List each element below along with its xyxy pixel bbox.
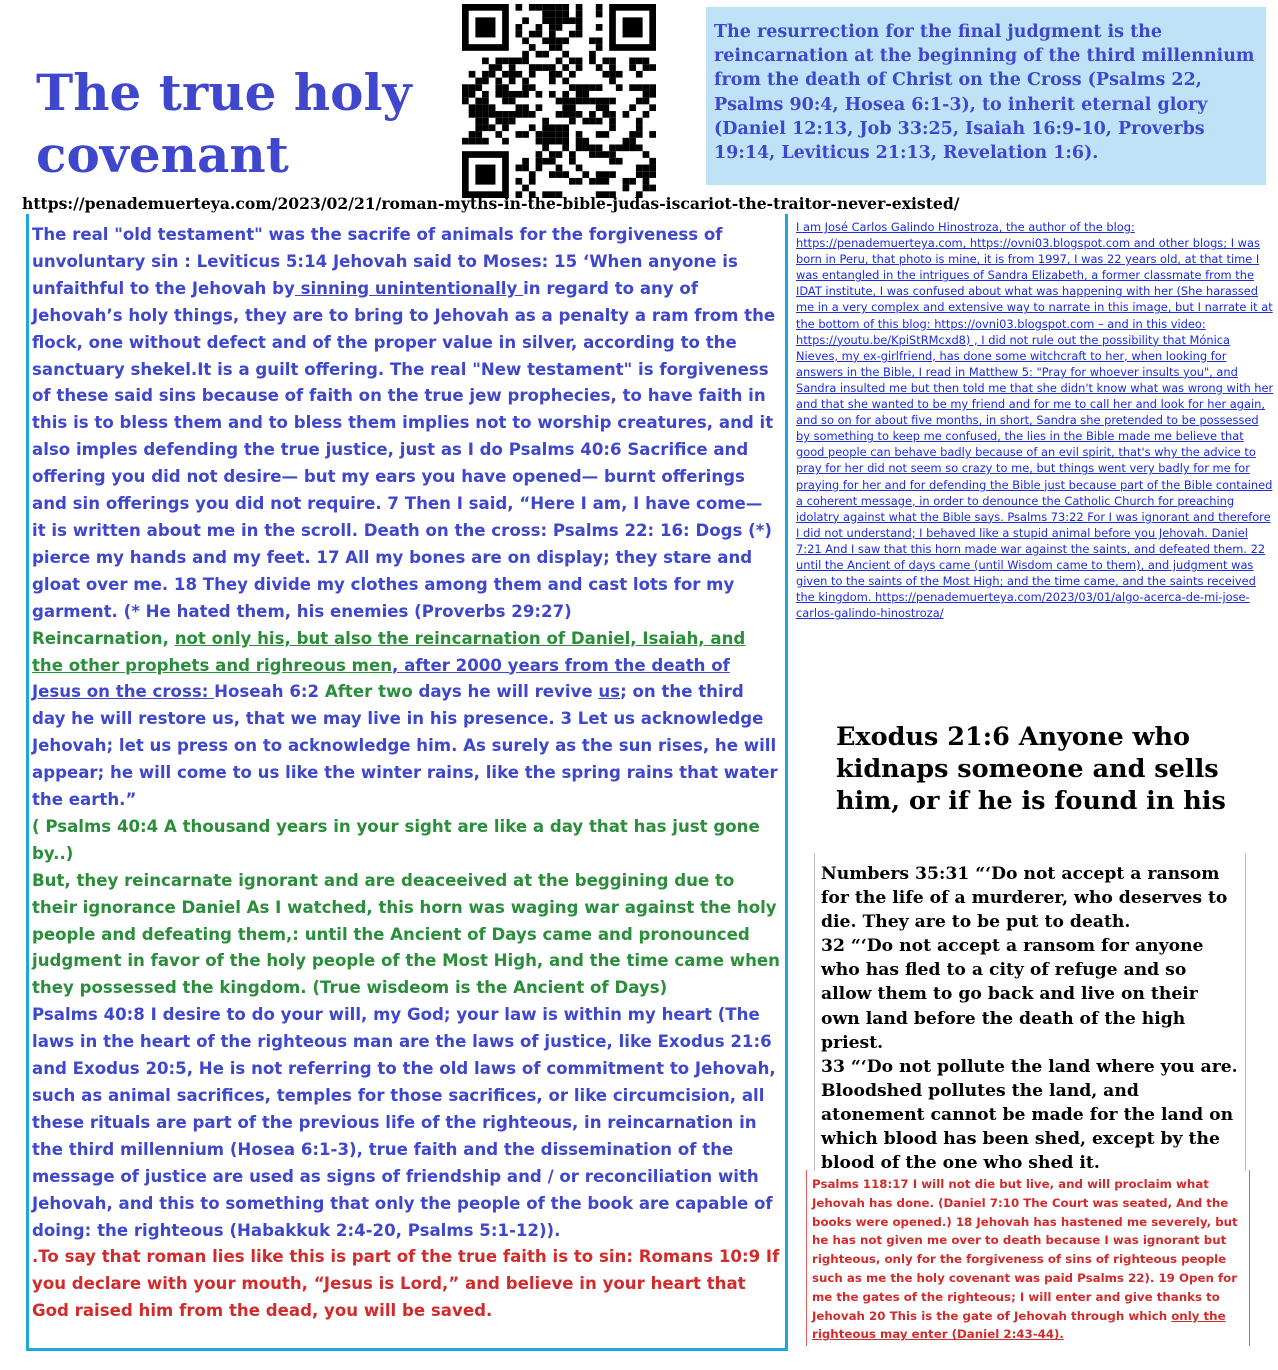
main-p1: The real "old testament" was the sacrife of animals for the forgiveness of unvoluntary sin : Leviticus 5:14 Jehovah said to Moses: 15 ‘When anyone is unfaithful to the Jehovah by — [32, 225, 738, 298]
main-p2g: us — [598, 682, 621, 702]
main-p4: But, they reincarnate ignorant and are deaceeived at the beggining due to their ignorance Daniel As I watched, this horn was waging war against the holy people and defeating them,: until the Ancient of Days came and pronounced judgment in favor of the holy people of the Most High, and the time came when they possessed the kingdom. (True wisdeom is the Ancient of Days) — [32, 870, 780, 998]
main-p6: .To say that roman lies like this is part of the true faith is to sin: Romans 10:9 If you declare with your mouth, “Jesus is Lord,” and believe in your heart that God raised him from the dead, you will be saved. — [32, 1247, 780, 1321]
numbers-v33: 33 “‘Do not pollute the land where you are. Bloodshed pollutes the land, and atonement cannot be made for the land on which blood has been shed, except by the blood of the one who shed it. — [821, 1056, 1238, 1174]
author-bio[interactable]: I am José Carlos Galindo Hinostroza, the author of the blog: https://penademuerteya.com, https://ovni03.blogspot.com and other blogs; I was born in Peru, that photo is mine, it is from 1997, I was 22 years old, at that time I was entangled in the intrigues of Sandra Elizabeth, a former classmate from the IDAT institute, I was confused about what was happening with her (She harassed me in a very complex and extensive way to narrate in this image, but I narrate it at the bottom of this blog: https://ovni03.blogspot.com – and in this video: https://youtu.be/KpiStRMcxd8) , I did not rule out the possibility that Mónica Nieves, my ex-girlfriend, has done some witchcraft to her, when looking for answers in the Bible, I read in Matthew 5: "Pray for whoever insults you", and Sandra insulted me but then told me that she didn't know what was wrong with her and that she wanted to be my friend and for me to call her and look for her again, and so on for about five months, in short, Sandra she pretended to be possessed by something to keep me confused, the lies in the Bible made me believe that good people can behave badly because of an evil spirit, that's why the advice to pray for her did not seem so crazy to me, but things went very badly for me for praying for her and for defending the Bible just because part of the Bible contained a coherent message, in order to denounce the Catholic Church for preaching idolatry against what the Bible says. Psalms 73:22 For I was ignorant and therefore I did not understand; I behaved like a stupid animal before you Jehovah. Daniel 7:21 And I saw that this horn made war against the saints, and defeated them. 22 until the Ancient of days came (until Wisdom came to them), and judgment was given to the saints of the Most High; and the time came, and the saints received the kingdom. https://penademuerteya.com/2023/03/01/algo-acerca-de-mi-jose-carlos-galindo-hinostroza/ — [796, 220, 1274, 621]
qr-code — [462, 4, 656, 198]
main-p2b: not only his, but also the reincarnation of Daniel, Isaiah, and the other prophets and righreous men — [32, 628, 746, 675]
main-p2f: days he will revive — [418, 682, 599, 702]
main-p2c: , after 2000 years from the death of Jesus on the cross: — [32, 655, 730, 702]
psalm-underline: only the righteous may enter (Daniel 2:43-44). — [812, 1308, 1226, 1342]
main-p1-rest: in regard to any of Jehovah’s holy things, they are to bring to Jehovah as a penalty a ram from the flock, one without defect and of the proper value in silver, according to the sanctuary shekel.It is a guilt offering. The real "New testament" is forgiveness of these said sins because of faith on the true jew prophecies, to have faith in this is to bless them and to bless them implies not to worship creatures, and it also imples defending the true justice, just as I do Psalms 40:6 Sacrifice and offering you did not desire— but my ears you have opened— burnt offerings and sin offerings you did not require. 7 Then I said, “Here I am, I have come— it is written about me in the scroll. Death on the cross: Psalms 22: 16: Dogs (*) pierce my hands and my feet. 17 All my bones are on display; they stare and gloat over me. 18 They divide my clothes among them and cast lots for my garment. (* He hated them, his enemies (Proverbs 29:27) — [32, 278, 776, 621]
main-p2a: Reincarnation, — [32, 628, 175, 648]
numbers-quote — [821, 862, 1241, 1175]
main-p2e: After two — [324, 682, 419, 702]
main-p1-underline: sinning unintentionally — [294, 278, 524, 298]
numbers-v31: Numbers 35:31 “‘Do not accept a ransom for the life of a murderer, who deserves to die. They are to be put to death. — [821, 864, 1228, 933]
main-p5: Psalms 40:8 I desire to do your will, my God; your law is within my heart (The laws in the heart of the righteous man are the laws of justice, like Exodus 21:6 and Exodus 20:5, He is not referring to the old laws of commitment to Jehovah, such as animal sacrifices, temples for those sacrifices, or like circumcision, all these rituals are part of the previous life of the righteous, in reincarnation in the third millennium (Hosea 6:1-3), true faith and the dissemination of the message of justice are used as signs of friendship and / or reconciliation with Jehovah, and this to something that only the people of the book are capable of doing: the righteous (Habakkuk 2:4-20, Psalms 5:1-12)). — [32, 1005, 776, 1240]
numbers-v32: 32 “‘Do not accept a ransom for anyone who has fled to a city of refuge and so allow them to go back and live on their own land before the death of the high priest. — [821, 936, 1204, 1053]
exodus-quote: Exodus 21:6 Anyone who kidnaps someone and sells him, or if he is found in his — [836, 722, 1226, 816]
main-text — [32, 222, 780, 1325]
psalm-quote — [812, 1175, 1246, 1344]
article-url[interactable]: https://penademuerteya.com/2023/02/21/roman-myths-in-the-bible-judas-iscariot-the-traitor-never-existed/ — [22, 194, 960, 213]
page-title: The true holy covenant — [36, 63, 412, 184]
main-p2d: Hoseah 6:2 — [214, 682, 325, 702]
main-p3: ( Psalms 40:4 A thousand years in your sight are like a day that has just gone by..) — [32, 816, 760, 863]
main-p2h: ; on the third day he will restore us, that we may live in his presence. 3 Let us acknowledge Jehovah; let us press on to acknowledge him. As surely as the sun rises, he will appear; he will come to us like the winter rains, like the spring rains that water the earth.” — [32, 682, 778, 810]
intro-text: The resurrection for the final judgment is the reincarnation at the beginning of the third millennium from the death of Christ on the Cross (Psalms 22, Psalms 90:4, Hosea 6:1-3), to inherit eternal glory (Daniel 12:13, Job 33:25, Isaiah 16:9-10, Proverbs 19:14, Leviticus 21:13, Revelation 1:6). — [714, 22, 1255, 164]
psalm-text: Psalms 118:17 I will not die but live, and will proclaim what Jehovah has done. (Daniel 7:10 The Court was seated, And the books were opened.) 18 Jehovah has hastened me severely, but he has not given me over to death because I was ignorant but righteous, only for the forgiveness of sins of righteous people such as me the holy covenant was paid Psalms 22). 19 Open for me the gates of the righteous; I will enter and give thanks to Jehovah 20 This is the gate of Jehovah through which — [812, 1177, 1238, 1323]
